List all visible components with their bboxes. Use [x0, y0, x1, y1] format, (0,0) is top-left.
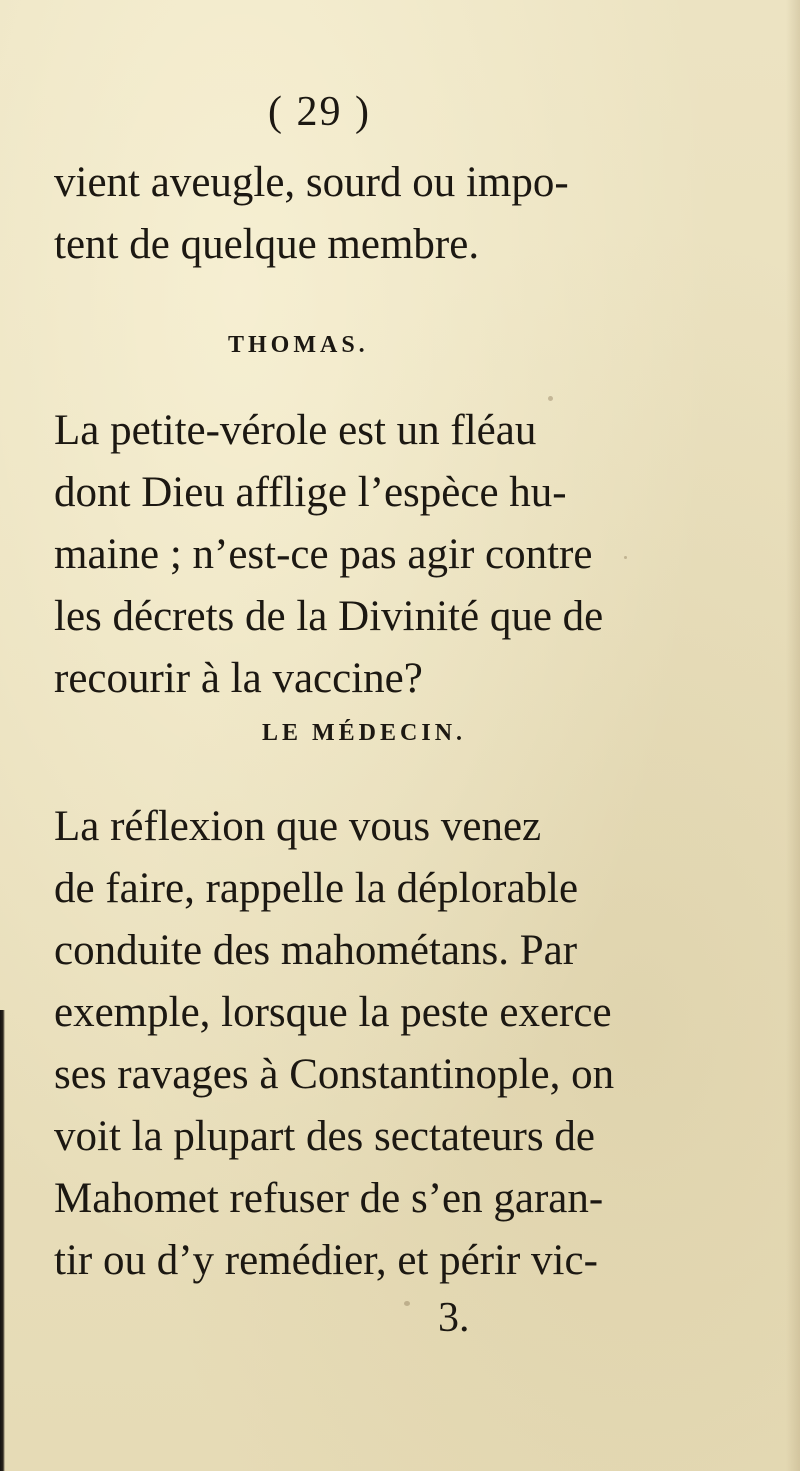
- text-line: tent de quelque membre.: [54, 221, 480, 268]
- text-line: voit la plupart des sectateurs de: [54, 1113, 595, 1160]
- text-line: vient aveugle, sourd ou impo-: [54, 159, 569, 206]
- text-line: conduite des mahométans. Par: [54, 927, 578, 974]
- page-number: ( 29 ): [268, 89, 371, 135]
- paper-speck: [404, 1301, 410, 1306]
- text-line: maine ; n’est-ce pas agir contre: [54, 531, 593, 578]
- text-line: exemple, lorsque la peste exerce: [54, 989, 612, 1036]
- text-line: ses ravages à Constantinople, on: [54, 1051, 615, 1098]
- text-line: recourir à la vaccine?: [54, 655, 423, 702]
- text-line: La réflexion que vous venez: [54, 803, 542, 850]
- dialogue-paragraph: [54, 796, 654, 1292]
- speaker-heading: LE MÉDECIN.: [262, 720, 467, 746]
- text-line: de faire, rappelle la déplorable: [54, 865, 579, 912]
- page-edge-shadow: [0, 1010, 5, 1471]
- text-line: La petite-vérole est un fléau: [54, 407, 537, 454]
- speaker-heading: THOMAS.: [228, 332, 369, 358]
- text-line: tir ou d’y remédier, et périr vic-: [54, 1237, 598, 1284]
- text-line: les décrets de la Divinité que de: [54, 593, 604, 640]
- signature-mark: 3.: [438, 1295, 470, 1341]
- paragraph-continuation: [54, 152, 654, 276]
- text-line: Mahomet refuser de s’en garan-: [54, 1175, 604, 1222]
- text-line: dont Dieu afflige l’espèce hu-: [54, 469, 567, 516]
- dialogue-paragraph: [54, 400, 654, 710]
